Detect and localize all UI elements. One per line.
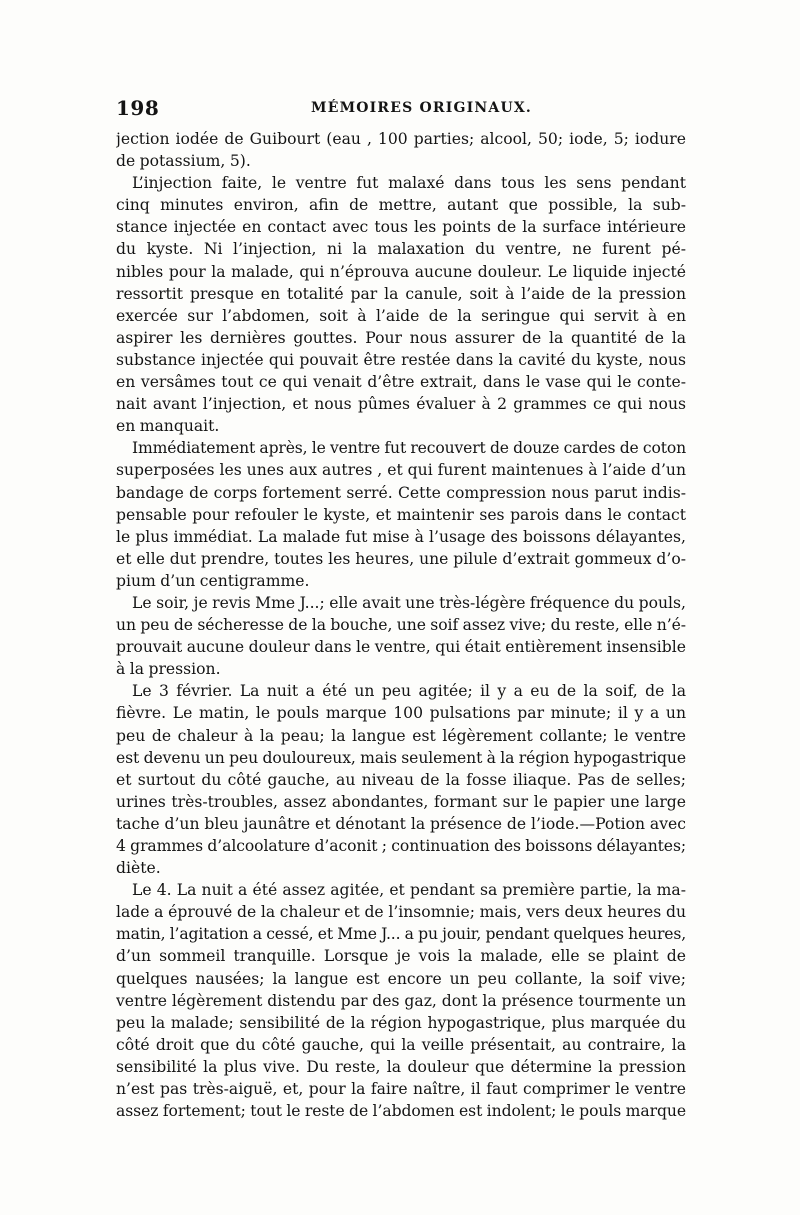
text-line: ressortit presque en totalité par la canule, soit à l’aide de la pression (116, 284, 686, 303)
text-line: nait avant l’injection, et nous pûmes évaluer à 2 grammes ce qui nous (116, 395, 686, 414)
text-line: côté droit que du côté gauche, qui la veille présentait, au contraire, la (116, 1035, 686, 1054)
text-line: quelques nausées; la langue est encore un peu collante, la soif vive; (116, 969, 686, 988)
text-line: lade a éprouvé de la chaleur et de l’insomnie; mais, vers deux heures du (116, 903, 686, 922)
text-line: diète. (116, 859, 161, 878)
text-line: en manquait. (116, 417, 220, 436)
text-line: est devenu un peu douloureux, mais seulement à la région hypogastrique (116, 748, 686, 767)
text-line: et surtout du côté gauche, au niveau de la fosse iliaque. Pas de selles; (116, 770, 686, 789)
text-line: un peu de sécheresse de la bouche, une soif assez vive; du reste, elle n’é- (116, 616, 686, 635)
text-line: exercée sur l’abdomen, soit à l’aide de la seringue qui servit à en (116, 306, 686, 325)
text-line: matin, l’agitation a cessé, et Mme J... a pu jouir, pendant quelques heures, (116, 925, 686, 944)
text-line: substance injectée qui pouvait être restée dans la cavité du kyste, nous (116, 350, 686, 369)
text-line: prouvait aucune douleur dans le ventre, qui était entièrement insensible (116, 638, 686, 657)
text-line: fièvre. Le matin, le pouls marque 100 pulsations par minute; il y a un (116, 704, 686, 723)
text-line: superposées les unes aux autres , et qui furent maintenues à l’aide d’un (116, 461, 686, 480)
text-line: aspirer les dernières gouttes. Pour nous assurer de la quantité de la (116, 328, 686, 347)
page-number: 198 (116, 96, 160, 120)
text-line: du kyste. Ni l’injection, ni la malaxation du ventre, ne furent pé- (116, 240, 686, 259)
text-line: de potassium, 5). (116, 152, 251, 171)
text-line: en versâmes tout ce qui venait d’être extrait, dans le vase qui le conte- (116, 373, 686, 392)
text-line: Immédiatement après, le ventre fut recouvert de douze cardes de coton (132, 439, 686, 458)
text-line: tache d’un bleu jaunâtre et dénotant la présence de l’iode.—Potion avec (116, 814, 686, 833)
text-line: n’est pas très-aiguë, et, pour la faire naître, il faut comprimer le ventre (116, 1080, 686, 1099)
body-text (116, 128, 686, 1122)
text-line: ventre légèrement distendu par des gaz, dont la présence tourmente un (116, 991, 686, 1010)
text-line: cinq minutes environ, afin de mettre, autant que possible, la sub- (116, 196, 686, 215)
text-line: Le 3 février. La nuit a été un peu agitée; il y a eu de la soif, de la (132, 682, 686, 701)
text-line: et elle dut prendre, toutes les heures, une pilule d’extrait gommeux d’o- (116, 549, 686, 568)
text-line: peu de chaleur à la peau; la langue est légèrement collante; le ventre (116, 726, 686, 745)
text-line: bandage de corps fortement serré. Cette compression nous parut indis- (116, 483, 686, 502)
text-line: sensibilité la plus vive. Du reste, la douleur que détermine la pression (116, 1057, 686, 1076)
text-line: pium d’un centigramme. (116, 571, 310, 590)
text-line: assez fortement; tout le reste de l’abdomen est indolent; le pouls marque (116, 1102, 686, 1121)
text-line: le plus immédiat. La malade fut mise à l’usage des boissons délayantes, (116, 527, 686, 546)
text-line: d’un sommeil tranquille. Lorsque je vois la malade, elle se plaint de (116, 947, 686, 966)
text-line: jection iodée de Guibourt (eau , 100 parties; alcool, 50; iode, 5; iodure (116, 130, 686, 148)
page-header (116, 96, 686, 126)
text-line: L’injection faite, le ventre fut malaxé dans tous les sens pendant (132, 174, 686, 193)
text-line: à la pression. (116, 660, 221, 679)
text-line: Le 4. La nuit a été assez agitée, et pendant sa première partie, la ma- (132, 881, 686, 900)
text-line: stance injectée en contact avec tous les points de la surface intérieure (116, 218, 686, 237)
text-line: pensable pour refouler le kyste, et maintenir ses parois dans le contact (116, 505, 686, 524)
text-line: urines très-troubles, assez abondantes, formant sur le papier une large (116, 792, 686, 811)
text-line: peu la malade; sensibilité de la région hypogastrique, plus marquée du (116, 1013, 686, 1032)
text-line: nibles pour la malade, qui n’éprouva aucune douleur. Le liquide injecté (116, 262, 686, 281)
text-line: Le soir, je revis Mme J...; elle avait une très-légère fréquence du pouls, (132, 593, 686, 612)
running-title: MÉMOIRES ORIGINAUX. (311, 100, 532, 116)
text-line: 4 grammes d’alcoolature d’aconit ; continuation des boissons délayantes; (116, 837, 686, 855)
